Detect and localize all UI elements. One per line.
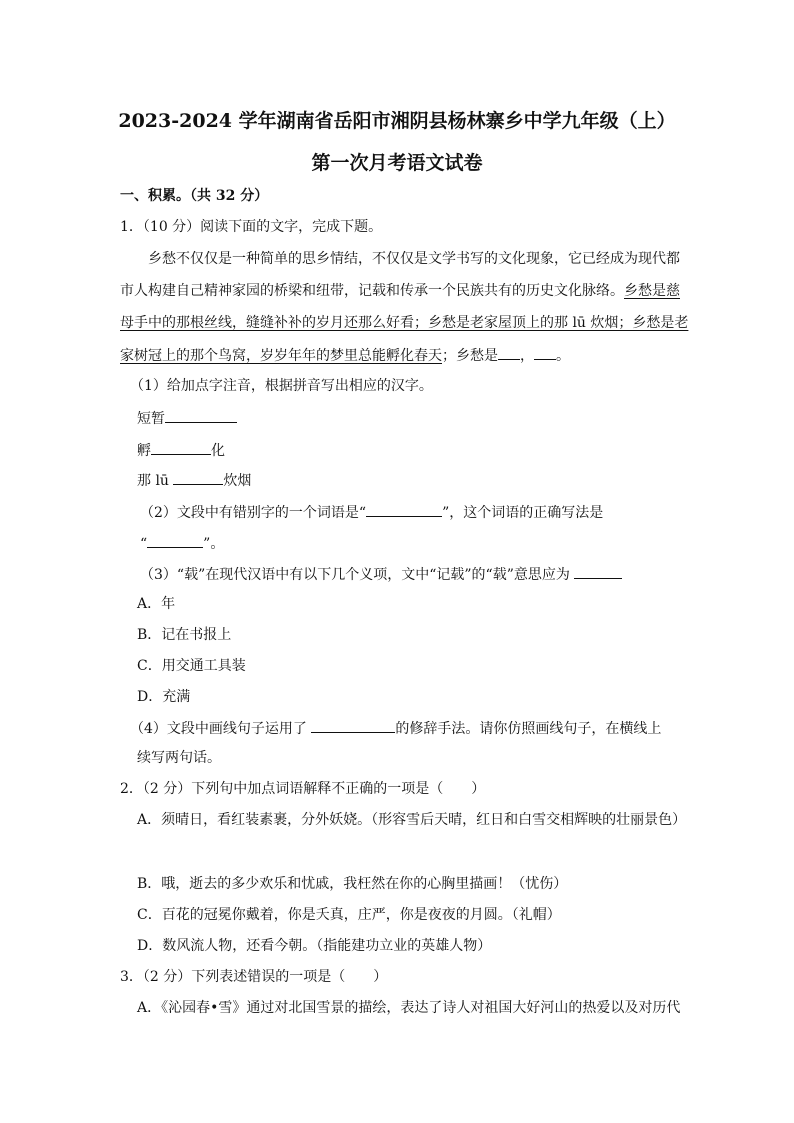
q2-option-d[interactable]: D．数风流人物，还看今朝。（指能建功立业的英雄人物） xyxy=(137,938,492,954)
sub2-text-c: “ xyxy=(140,536,148,552)
passage-line-3 xyxy=(120,314,688,332)
passage-line-2-text: 市人构建自己精神家园的桥梁和纽带，记载和传承一个民族共有的历史文化脉络。 xyxy=(120,283,624,299)
underlined-sentence-part-3: 家树冠上的那个鸟窝，岁岁年年的梦里总能孵化春天 xyxy=(120,348,442,364)
q2-option-a[interactable]: A．须晴日，看红装素裹，分外妖娆。（形容雪后天晴，红日和白雪交相辉映的壮丽景色） xyxy=(137,812,687,828)
answer-blank[interactable] xyxy=(366,502,442,517)
answer-blank[interactable] xyxy=(173,470,223,485)
question-1-stem: 1．（10 分）阅读下面的文字，完成下题。 xyxy=(120,219,383,235)
sub2-text-b: ”，这个词语的正确写法是 xyxy=(442,505,604,521)
answer-blank[interactable] xyxy=(534,345,556,360)
period-text: 。 xyxy=(556,348,570,364)
separator-text: ， xyxy=(520,348,534,364)
sub2-text-a: （2）文段中有错别字的一个词语是“ xyxy=(140,505,367,521)
answer-blank[interactable] xyxy=(311,718,395,733)
option-a[interactable]: A．年 xyxy=(137,596,176,612)
option-b[interactable]: B．记在书报上 xyxy=(137,627,232,643)
passage-line-1: 乡愁不仅仅是一种简单的思乡情结，不仅仅是文学书写的文化现象，它已经成为现代都 xyxy=(148,251,680,267)
question-3-stem: 3．（2 分）下列表述错误的一项是（ ） xyxy=(120,969,388,985)
passage-line-4-text: ；乡愁是 xyxy=(442,348,498,364)
item-suffix: 化 xyxy=(211,443,225,459)
exam-title-line1: 2023-2024 学年湖南省岳阳市湘阴县杨林寨乡中学九年级（上） xyxy=(118,110,676,132)
answer-blank[interactable] xyxy=(498,345,520,360)
sub-question-2-cont xyxy=(140,533,224,553)
sub4-text-b: 的修辞手法。请你仿照画线句子，在横线上 xyxy=(395,721,662,737)
answer-blank[interactable] xyxy=(165,408,237,423)
passage-line-2 xyxy=(120,282,680,300)
q2-option-c[interactable]: C．百花的冠冕你戴着，你是夭真，庄严，你是夜夜的月圆。（礼帽） xyxy=(137,907,561,923)
sub-question-4-cont: 续写两句话。 xyxy=(137,750,221,766)
option-d[interactable]: D．充满 xyxy=(137,689,191,705)
answer-blank[interactable] xyxy=(147,533,203,548)
sub2-text-d: ”。 xyxy=(203,536,225,552)
item-word: 孵 xyxy=(137,443,151,459)
item-word: 短暂 xyxy=(137,411,165,427)
sub3-text: （3）“载”在现代汉语中有以下几个义项，文中“记载”的“载”意思应为 xyxy=(140,567,570,583)
pinyin-item-2 xyxy=(137,440,225,460)
item-prefix: 那 lū xyxy=(137,473,169,489)
item-suffix: 炊烟 xyxy=(223,473,252,489)
option-c[interactable]: C．用交通工具装 xyxy=(137,658,246,674)
passage-line-4 xyxy=(120,345,570,365)
q2-option-b[interactable]: B．哦，逝去的多少欢乐和忧戚，我枉然在你的心胸里描画！（忧伤） xyxy=(137,876,568,892)
underlined-sentence-part-1: 乡愁是慈 xyxy=(624,283,680,299)
section-heading: 一、积累。（共 32 分） xyxy=(120,188,269,204)
answer-blank[interactable] xyxy=(151,440,211,455)
underlined-sentence-part-2: 母手中的那根丝线，缝缝补补的岁月还那么好看；乡愁是老家屋顶上的那 lū 炊烟；乡愁是老 xyxy=(120,315,689,331)
sub-question-1: （1）给加点字注音，根据拼音写出相应的汉字。 xyxy=(130,378,433,394)
sub4-text-a: （4）文段中画线句子运用了 xyxy=(130,721,307,737)
sub-question-2 xyxy=(140,502,603,522)
pinyin-item-3 xyxy=(137,470,251,490)
sub-question-3 xyxy=(140,564,622,584)
question-2-stem: 2．（2 分）下列句中加点词语解释不正确的一项是（ ） xyxy=(120,781,486,797)
pinyin-item-1 xyxy=(137,408,237,428)
exam-title-line2: 第一次月考语文试卷 xyxy=(311,152,483,174)
q3-option-a[interactable]: A．《沁园春•雪》通过对北国雪景的描绘，表达了诗人对祖国大好河山的热爱以及对历代 xyxy=(137,1000,681,1016)
answer-blank[interactable] xyxy=(574,564,622,579)
sub-question-4 xyxy=(130,718,661,738)
